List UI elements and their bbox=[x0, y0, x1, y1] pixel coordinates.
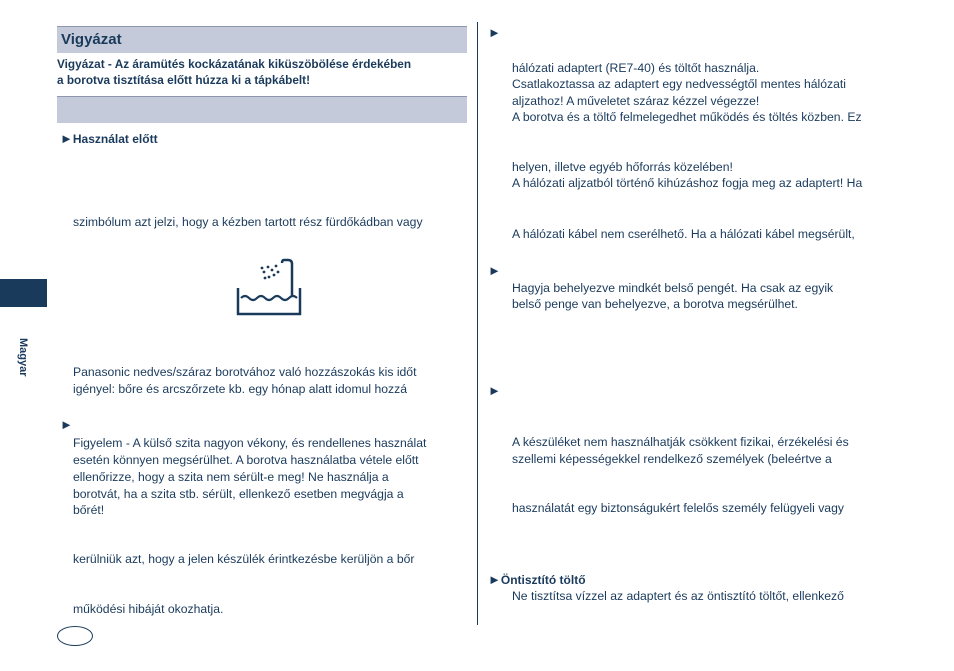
self-clean-line: Ne tisztítsa vízzel az adaptert és az öntisztító töltőt, ellenkező bbox=[512, 589, 844, 603]
arrow-icon: ► bbox=[60, 131, 73, 146]
panasonic-line-1: Panasonic nedves/száraz borotvához való hozzászokás kis időt bbox=[73, 365, 417, 379]
adapter-line: hálózati adaptert (RE7-40) és töltőt használja. bbox=[512, 61, 760, 75]
supervise-line: használatát egy biztonságukért felelős személy felügyeli vagy bbox=[512, 501, 844, 515]
arrow-icon: ► bbox=[488, 25, 501, 40]
place-line: helyen, illetve egyéb hőforrás közelében! bbox=[512, 160, 733, 174]
cable-line: A hálózati kábel nem cserélhető. Ha a hálózati kábel megsérült, bbox=[512, 227, 855, 241]
persons-line-2: szellemi képességekkel rendelkező személyek (beleértve a bbox=[512, 452, 832, 466]
warning-title: Vigyázat bbox=[61, 31, 122, 48]
arrow-icon: ► bbox=[488, 263, 501, 278]
language-label: Magyar bbox=[17, 338, 29, 377]
bathtub-shower-icon bbox=[236, 258, 304, 318]
self-clean-heading bbox=[488, 571, 586, 589]
heat-line: A borotva és a töltő felmelegedhet működés és töltés közben. Ez bbox=[512, 110, 862, 124]
section-header-bar bbox=[57, 96, 467, 123]
page-number-oval bbox=[57, 626, 93, 646]
caution-line-5: bőrét! bbox=[73, 503, 105, 517]
panasonic-line-2: igényel: bőre és arcszőrzete kb. egy hónap alatt idomul hozzá bbox=[73, 382, 407, 396]
caution-line-2: esetén könnyen megsérülhet. A borotva használatba vétele előtt bbox=[73, 453, 419, 467]
language-tab bbox=[0, 279, 47, 307]
symbol-text: szimbólum azt jelzi, hogy a kézben tartott rész fürdőkádban vagy bbox=[73, 215, 423, 229]
self-clean-label: Öntisztító töltő bbox=[500, 573, 586, 587]
caution-line-4: borotvát, ha a szita stb. sérült, ellenkező esetben megvágja a bbox=[73, 487, 404, 501]
arrow-icon: ► bbox=[488, 572, 501, 587]
blade-line-1: Hagyja behelyezve mindkét belső pengét. Ha csak az egyik bbox=[512, 281, 834, 295]
connect-line-1: Csatlakoztassa az adaptert egy nedvességtől mentes hálózati bbox=[512, 77, 846, 91]
warning-bold-line-2: a borotva tisztítása előtt húzza ki a tápkábelt! bbox=[57, 73, 311, 87]
warning-bold-line-1: Vigyázat - Az áramütés kockázatának kiküszöbölése érdekében bbox=[57, 57, 412, 71]
blade-line-2: belső penge van behelyezve, a borotva megsérülhet. bbox=[512, 297, 798, 311]
before-use-label: Használat előtt bbox=[72, 132, 158, 146]
warning-header-bar bbox=[57, 26, 467, 53]
persons-line-1: A készüléket nem használhatják csökkent fizikai, érzékelési és bbox=[512, 435, 849, 449]
connect-line-2: aljzathoz! A műveletet száraz kézzel végezze! bbox=[512, 94, 760, 108]
caution-line-1: Figyelem - A külső szita nagyon vékony, és rendellenes használat bbox=[73, 436, 427, 450]
before-use-heading bbox=[60, 130, 158, 148]
avoid-text: kerülniük azt, hogy a jelen készülék érintkezésbe kerüljön a bőr bbox=[73, 552, 415, 566]
malfunction-text: működési hibáját okozhatja. bbox=[73, 602, 224, 616]
arrow-icon: ► bbox=[488, 383, 501, 398]
arrow-icon: ► bbox=[60, 417, 73, 432]
caution-line-3: ellenőrizze, hogy a szita nem sérült-e meg! Ne használja a bbox=[73, 470, 389, 484]
unplug-line: A hálózati aljzatból történő kihúzáshoz fogja meg az adaptert! Ha bbox=[512, 176, 863, 190]
column-divider bbox=[477, 22, 478, 625]
